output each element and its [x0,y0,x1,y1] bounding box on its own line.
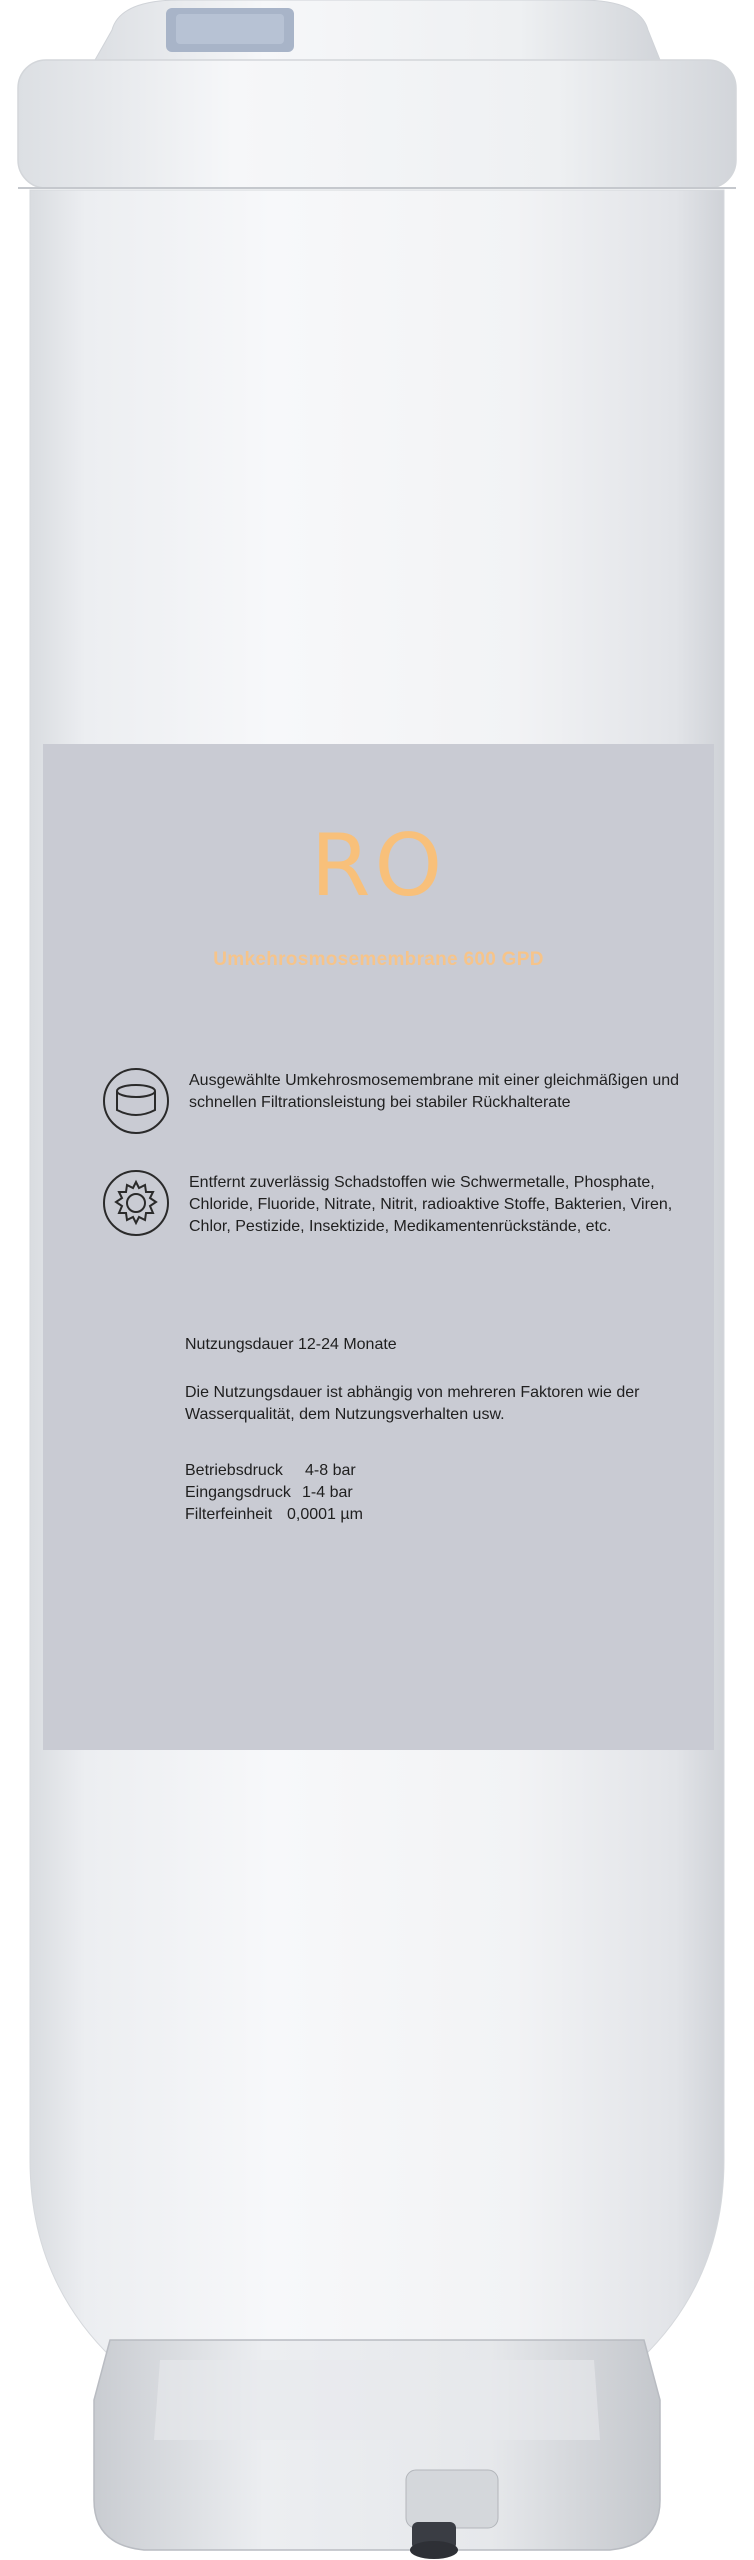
membrane-cylinder-icon [101,1066,171,1136]
spec-row [185,1482,353,1504]
feature-text: Entfernt zuverlässig Schadstoffen wie Schwermetalle, Phosphate, Chloride, Fluoride, Nitrate, Nitrit, radioaktive Stoffe, Bakterien, Viren, Chlor, Pestizide, Insektizide, Medikamentenrückstände, etc. [189,1174,673,1235]
product-subtitle: Umkehrosmosemembrane 600 GPD [213,949,544,970]
product-title: RO [310,816,447,916]
usage-life: Nutzungsdauer 12-24 Monate [185,1336,397,1353]
spec-label: Betriebsdruck [185,1462,283,1479]
product-label [43,744,714,1750]
spec-label: Filterfeinheit [185,1506,273,1523]
feature-text: Ausgewählte Umkehrosmosemembrane mit einer gleichmäßigen und schnellen Filtrationsleistung bei stabiler Rückhalterate [189,1072,680,1111]
spec-value: 1-4 bar [302,1484,353,1501]
spec-value: 4-8 bar [305,1462,356,1479]
spec-row [185,1504,363,1526]
spec-label: Eingangsdruck [185,1484,291,1501]
spec-value: 0,0001 µm [287,1506,363,1523]
usage-note: Die Nutzungsdauer ist abhängig von mehreren Faktoren wie der Wasserqualität, dem Nutzungsverhalten usw. [185,1384,640,1423]
spec-row [185,1460,356,1482]
gear-filter-icon [101,1168,171,1238]
